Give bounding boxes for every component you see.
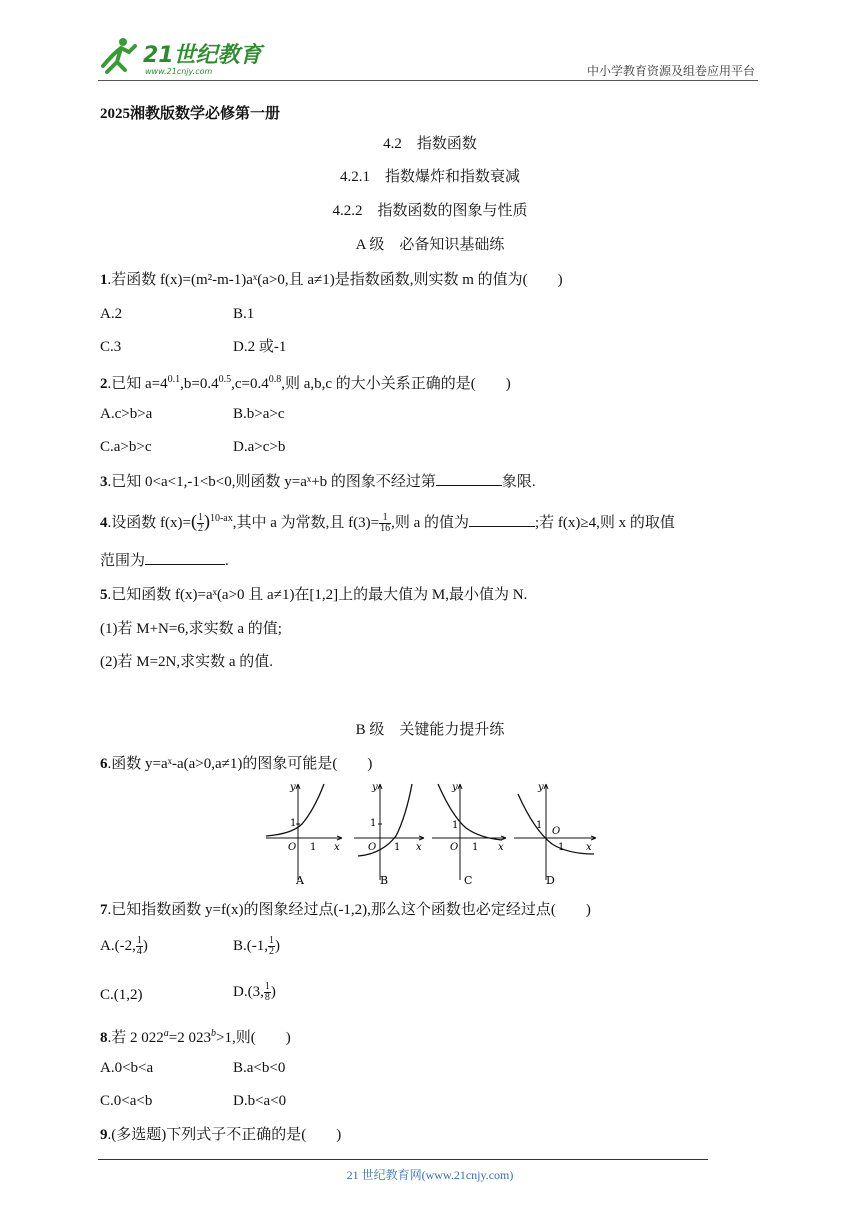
svg-text:O: O [288, 842, 297, 853]
book-title: 2025湘教版数学必修第一册 [100, 106, 281, 122]
q7-option-a: A.(-2, $\frac{1}{4}$ ) [100, 935, 148, 958]
svg-text:1: 1 [290, 818, 297, 829]
runner-icon [103, 38, 135, 72]
svg-text:y: y [538, 782, 544, 793]
question-6: 6.函数 y=aˣ-a(a>0,a≠1)的图象可能是( ) [100, 756, 373, 772]
question-8: 8.若 2 $022^a=2$ $023^b>1$,则( ) [100, 1028, 291, 1046]
q1-option-d: D.2 或-1 [233, 339, 287, 355]
platform-name: 中小学教育资源及组卷应用平台 [586, 64, 755, 78]
q2-option-d: D.a>c>b [233, 439, 286, 455]
question-2: 2.已知 $a=4^{0.1},b=0.4^{0.5},c=0.4^{0.8}$,则 a,b,c 的大小关系正确的是( ) [100, 374, 511, 392]
question-3: 3.已知 0<a<1,-1<b<0,则函数 y=aˣ+b 的图象不经过第 象限. [100, 471, 536, 492]
svg-text:www.21cnjy.com: www.21cnjy.com [145, 67, 213, 76]
svg-text:O: O [552, 826, 561, 837]
answer-blank[interactable] [145, 550, 225, 565]
q2-option-a: A.c>b>a [100, 406, 153, 422]
header-divider [98, 80, 758, 81]
q1-option-a: A.2 [100, 306, 123, 322]
q7-option-d: D.(3, $\frac{1}{8}$ ) [233, 981, 276, 1004]
site-logo [95, 36, 265, 78]
level-a-heading: A 级 必备知识基础练 [355, 237, 505, 253]
q5-part-2: (2)若 M=2N,求实数 a 的值. [100, 654, 274, 670]
question-7: 7.已知指数函数 y=f(x)的图象经过点(-1,2),那么这个函数也必定经过点( ) [100, 902, 591, 918]
svg-text:1: 1 [452, 820, 459, 831]
svg-text:x: x [416, 842, 422, 853]
q8-option-a: A.0<b<a [100, 1060, 154, 1076]
svg-text:B: B [380, 874, 389, 887]
svg-text:21世纪教育: 21世纪教育 [143, 43, 262, 68]
q7-option-c: C.(1,2) [100, 987, 143, 1003]
question-9: 9.(多选题)下列式子不正确的是( ) [100, 1127, 342, 1143]
question-4: 4.设函数 f(x)=( $\frac{1}{2}$ )$^{10-ax}$,其中 a 为常数,且 f(3)= $\frac{1}{16}$ ,则 a 的值为 ;若 f(x)≥4,则 x 的取值 [100, 511, 675, 535]
answer-blank[interactable] [436, 471, 502, 486]
graph-c [432, 784, 506, 880]
q2-option-b: B.b>a>c [233, 406, 285, 422]
svg-text:y: y [452, 782, 458, 793]
q8-option-b: B.a<b<0 [233, 1060, 286, 1076]
section-title: 4.2 指数函数 [383, 136, 477, 152]
graph-a [266, 784, 342, 880]
svg-text:C: C [464, 874, 473, 887]
svg-text:O: O [450, 842, 459, 853]
svg-text:x: x [334, 842, 340, 853]
svg-text:1: 1 [558, 842, 565, 853]
level-b-heading: B 级 关键能力提升练 [355, 722, 505, 738]
q1-option-b: B.1 [233, 306, 255, 322]
svg-text:1: 1 [536, 820, 543, 831]
svg-text:1: 1 [472, 842, 479, 853]
footer-link[interactable]: 21 世纪教育网(www.21cnjy.com) [346, 1168, 514, 1182]
question-1: 1.若函数 f(x)=(m²-m-1)aˣ(a>0,且 a≠1)是指数函数,则实数 m 的值为( ) [100, 272, 563, 288]
svg-text:1: 1 [394, 842, 401, 853]
svg-text:x: x [498, 842, 504, 853]
svg-text:y: y [290, 782, 296, 793]
svg-text:x: x [586, 842, 592, 853]
subsection-title-2: 4.2.2 指数函数的图象与性质 [332, 203, 528, 219]
graph-b [354, 784, 424, 880]
footer-divider [98, 1159, 708, 1160]
svg-text:y: y [372, 782, 378, 793]
question-5: 5.已知函数 f(x)=aˣ(a>0 且 a≠1)在[1,2]上的最大值为 M,最小值为 N. [100, 587, 528, 603]
answer-blank[interactable] [469, 512, 535, 527]
svg-text:1: 1 [370, 818, 377, 829]
svg-text:A: A [296, 874, 304, 887]
q6-graph-options [262, 780, 602, 890]
q1-option-c: C.3 [100, 339, 122, 355]
q7-option-b: B.(-1, $\frac{1}{2}$ ) [233, 935, 280, 958]
subsection-title-1: 4.2.1 指数爆炸和指数衰减 [339, 169, 520, 185]
q8-option-d: D.b<a<0 [233, 1093, 287, 1109]
svg-text:1: 1 [310, 842, 317, 853]
svg-text:O: O [368, 842, 377, 853]
svg-text:D: D [546, 874, 555, 887]
q2-option-c: C.a>b>c [100, 439, 152, 455]
q5-part-1: (1)若 M+N=6,求实数 a 的值; [100, 621, 282, 637]
question-4-line2: 范围为 . [100, 550, 229, 571]
q8-option-c: C.0<a<b [100, 1093, 153, 1109]
